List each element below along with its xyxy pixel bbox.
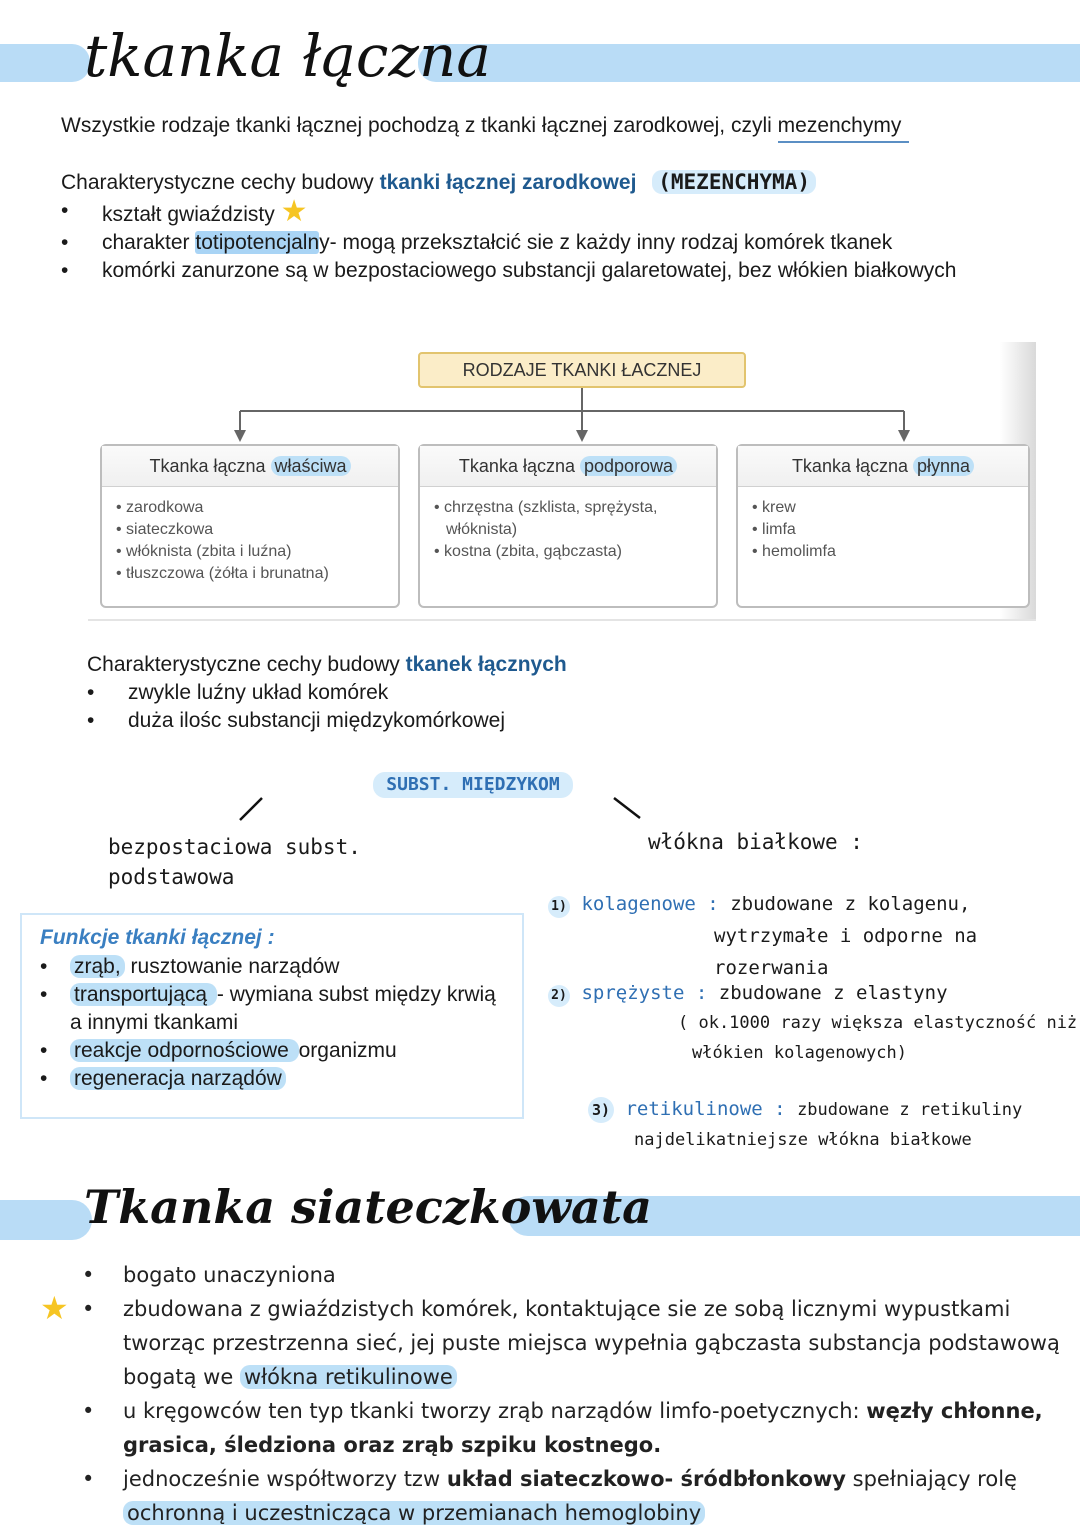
list-item: • transportującą - wymiana subst między krwią a innymi tkankami <box>40 981 504 1037</box>
section2-block <box>82 1258 1062 1530</box>
star-icon: ★ <box>40 1290 69 1326</box>
diagram-box-wlasciwa: Tkanka łączna właściwa • zarodkowa • siateczkowa • włóknista (zbita i luźna) • tłuszczowa (żółta i brunatna) <box>100 444 400 608</box>
diagram-box-plynna: Tkanka łączna płynna • krew • limfa • hemolimfa <box>736 444 1030 608</box>
fiber-kolagenowe: 1) kolagenowe : zbudowane z kolagenu, wytrzymałe i odporne na rozerwania <box>548 888 1080 984</box>
mezenchyma-note: (MEZENCHYMA) <box>652 170 816 194</box>
fiber-retikulinowe: 3) retikulinowe : zbudowane z retikuliny najdelikatniejsze włókna białkowe <box>588 1094 1022 1155</box>
diagram-root: RODZAJE TKANKI ŁACZNEJ <box>418 352 746 388</box>
subst-right: włókna białkowe : <box>648 830 863 854</box>
list-item: • komórki zanurzone są w bezpostaciowego substancji galaretowatej, bez włókien białkowych <box>61 257 1051 285</box>
features-heading: Charakterystyczne cechy budowy tkanek łącznych <box>87 653 567 676</box>
page-title: tkanka łączna <box>84 22 491 90</box>
list-item: • jednocześnie współtworzy tzw układ siateczkowo- śródbłonkowy spełniający rolę ochronną i uczestnicząca w przemianach hemoglobiny <box>82 1462 1062 1530</box>
list-item: • zbudowana z gwiaździstych komórek, kontaktujące sie ze sobą licznymi wypustkami tworząc przestrzenna sieć, jej puste miejsca wypełnia gąbczasta substancja podstawową bogatą we włókna retikulinowe <box>82 1292 1062 1394</box>
list-item: • regeneracja narządów <box>40 1065 504 1093</box>
list-item: • zwykle luźny układ komórek <box>87 679 987 707</box>
title2-band-left <box>0 1200 92 1240</box>
list-item: • charakter totipotencjalny- mogą przekształcić sie z każdy inny rodzaj komórek tkanek <box>61 229 1051 257</box>
diagram-box-podporowa: Tkanka łączna podporowa • chrzęstna (szklista, sprężysta, włóknista) • kostna (zbita, gąbczasta) <box>418 444 718 608</box>
list-item: • u kręgowców ten typ tkanki tworzy zrąb narządów limfo-poetycznych: węzły chłonne, grasica, śledziona oraz zrąb szpiku kostnego. <box>82 1394 1062 1462</box>
intro-text: Wszystkie rodzaje tkanki łącznej pochodzą z tkanki łącznej zarodkowej, czyli mezenchymy <box>61 112 1061 140</box>
section2-star <box>40 1292 69 1324</box>
fiber-sprezyste: 2) sprężyste : zbudowane z elastyny ( ok.1000 razy większa elastyczność niż włókien kolagenowych) <box>548 978 1077 1068</box>
functions-title: Funkcje tkanki łącznej : <box>40 926 275 949</box>
intro-underline: mezenchymy <box>778 114 910 143</box>
section-title: Tkanka siateczkowata <box>84 1180 652 1234</box>
functions-box <box>20 913 524 1119</box>
diagram-baseline <box>88 619 1036 621</box>
list-item: • kształt gwiaździsty ★ <box>61 197 1051 229</box>
list-item: • zrąb, rusztowanie narządów <box>40 953 504 981</box>
star-icon: ★ <box>280 195 308 228</box>
subst-label: SUBST. MIĘDZYKOM <box>373 772 573 798</box>
subst-arrows <box>0 780 1080 840</box>
list-item: • duża ilośc substancji międzykomórkowej <box>87 707 987 735</box>
list-item: • bogato unaczyniona <box>82 1258 1062 1292</box>
features-block <box>87 651 987 735</box>
list-item: • reakcje odpornościowe organizmu <box>40 1037 504 1065</box>
subst-left: bezpostaciowa subst. podstawowa <box>108 835 361 889</box>
mezenchyma-heading: Charakterystyczne cechy budowy tkanki łącznej zarodkowej (MEZENCHYMA) <box>61 168 1051 197</box>
